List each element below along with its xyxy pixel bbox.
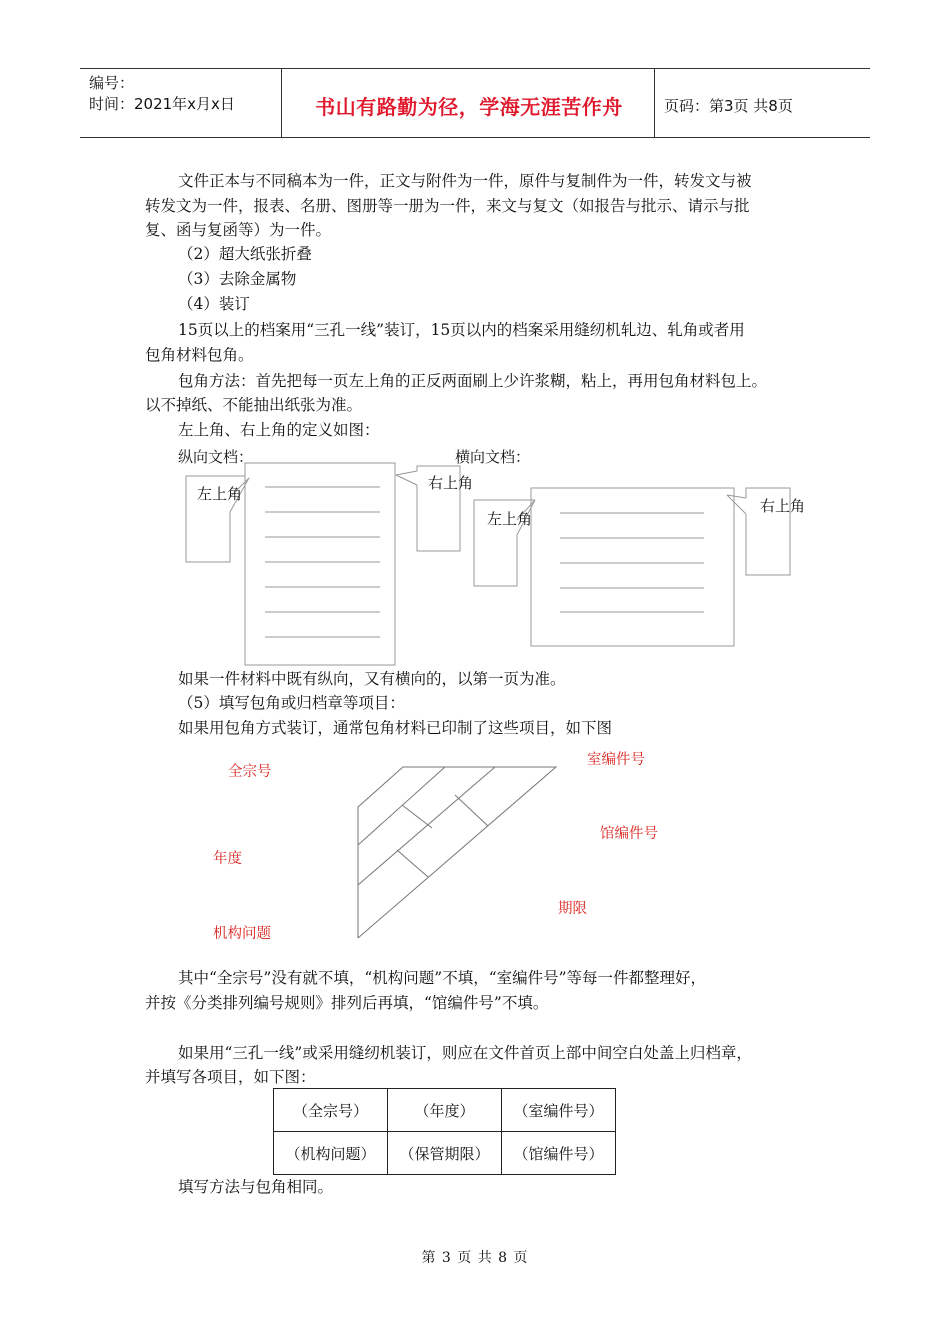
page-indicator: 页码：第3页 共8页 (664, 97, 793, 115)
paragraph-line: 其中“全宗号”没有就不填，“机构问题”不填，“室编件号”等每一件都整理好， (178, 969, 707, 987)
label-qixian: 期限 (558, 901, 587, 917)
table-cell: （机构问题） (274, 1132, 388, 1175)
paragraph-line: 左上角、右上角的定义如图： (178, 421, 380, 439)
table-cell: （室编件号） (502, 1089, 616, 1132)
header-divider (281, 69, 282, 137)
top-right-label: 右上角 (760, 497, 806, 515)
top-left-label: 左上角 (487, 510, 533, 528)
top-right-label: 右上角 (428, 474, 474, 492)
paragraph-line: 包角方法：首先把每一页左上角的正反两面刷上少许浆糊，粘上，再用包角材料包上。 (178, 372, 768, 390)
label-jigou: 机构问题 (213, 926, 271, 942)
portrait-document-shape (245, 463, 395, 665)
portrait-label: 纵向文档： (178, 448, 254, 466)
header-meta (89, 73, 235, 115)
paragraph-line: 如果用包角方式装订，通常包角材料已印制了这些项目，如下图 (178, 719, 613, 737)
paragraph-line: 转发文为一件，报表、名册、图册等一册为一件，来文与复文（如报告与批示、请示与批 (145, 197, 750, 215)
paragraph-line: 包角材料包角。 (145, 346, 254, 364)
paragraph-line: 15页以上的档案用“三孔一线”装订，15页以内的档案采用缝纫机轧边、轧角或者用 (178, 321, 745, 339)
label-guanbian: 馆编件号 (600, 826, 658, 842)
label-shibian: 室编件号 (587, 752, 645, 768)
landscape-document-shape (531, 488, 734, 646)
paragraph-line: 复、函与复函等）为一件。 (145, 221, 332, 239)
motto: 书山有路勤为径，学海无涯苦作舟 (315, 95, 623, 119)
table-cell: （年度） (388, 1089, 502, 1132)
list-item: （4）装订 (178, 295, 250, 313)
paragraph-line: 填写方法与包角相同。 (178, 1178, 334, 1196)
top-left-label: 左上角 (197, 485, 243, 503)
corner-wrap-shape (358, 767, 556, 938)
archive-stamp-table (273, 1088, 616, 1175)
table-cell: （全宗号） (274, 1089, 388, 1132)
list-item: （5）填写包角或归档章等项目： (178, 694, 405, 712)
time-label: 时间：2021年x月x日 (89, 95, 235, 113)
table-cell: （保管期限） (388, 1132, 502, 1175)
paragraph-line: 文件正本与不同稿本为一件，正文与附件为一件，原件与复制件为一件，转发文与被 (178, 172, 752, 190)
table-row (274, 1132, 616, 1175)
paragraph-line: 并按《分类排列编号规则》排列后再填，“馆编件号”不填。 (145, 994, 549, 1012)
list-item: （3）去除金属物 (178, 270, 297, 288)
table-cell: （馆编件号） (502, 1132, 616, 1175)
label-quanzong: 全宗号 (228, 764, 272, 780)
label-niandu: 年度 (213, 851, 242, 867)
page-header (80, 68, 870, 138)
paragraph-line: 如果用“三孔一线”或采用缝纫机装订，则应在文件首页上部中间空白处盖上归档章， (178, 1044, 752, 1062)
page-footer: 第 3 页 共 8 页 (421, 1250, 529, 1266)
table-row (274, 1089, 616, 1132)
landscape-label: 横向文档： (455, 448, 531, 466)
list-item: （2）超大纸张折叠 (178, 245, 312, 263)
paragraph-line: 以不掉纸、不能抽出纸张为准。 (145, 396, 363, 414)
paragraph-line: 并填写各项目，如下图： (145, 1068, 316, 1086)
number-label: 编号： (89, 74, 135, 92)
paragraph-line: 如果一件材料中既有纵向，又有横向的，以第一页为准。 (178, 670, 566, 688)
